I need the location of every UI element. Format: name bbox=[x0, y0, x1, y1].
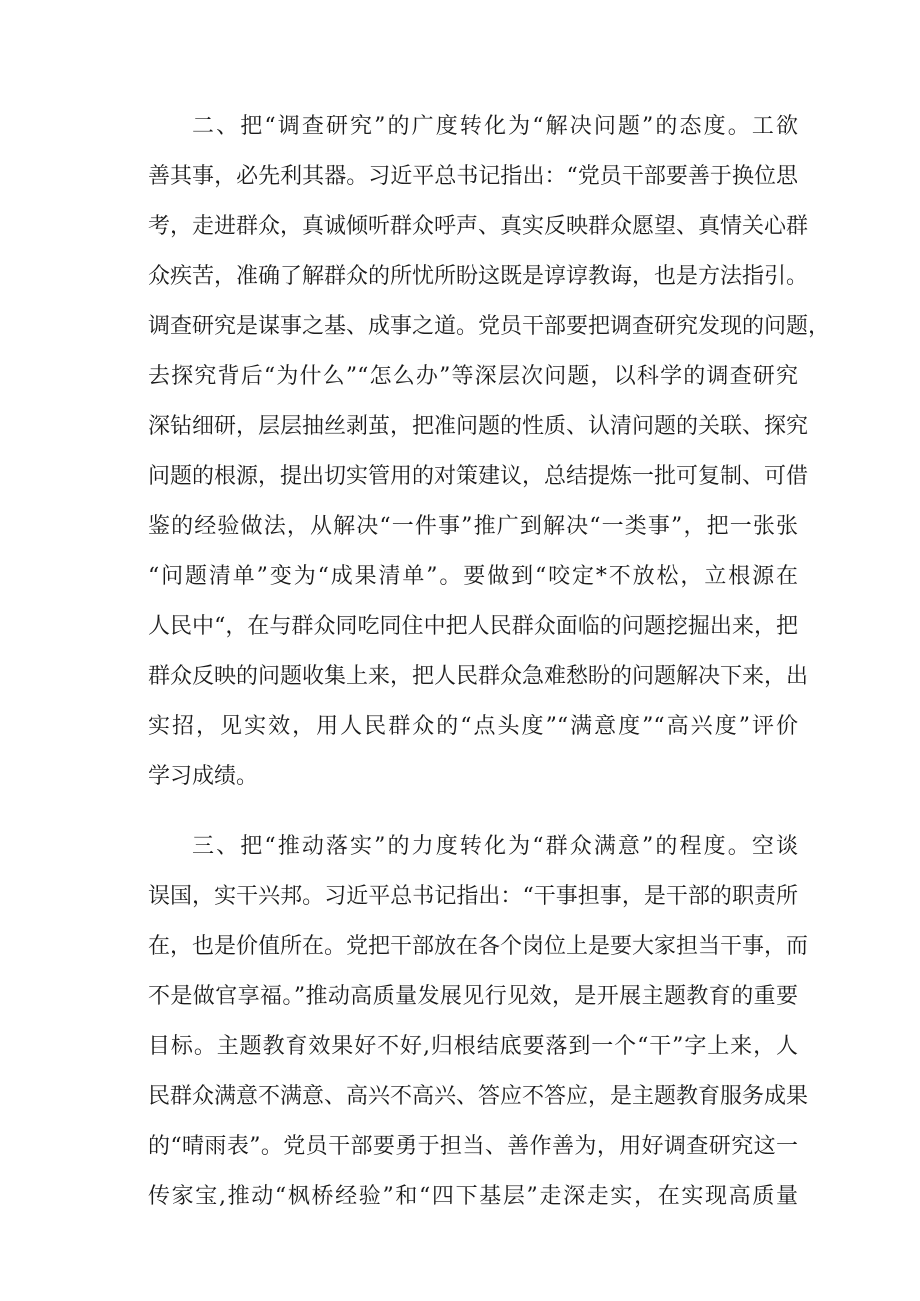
paragraph-line: 善其事，必先利其器。习近平总书记指出：“党员干部要善于换位思 bbox=[148, 164, 798, 189]
paragraph-line: 问题的根源，提出切实管用的对策建议，总结提炼一批可复制、可借 bbox=[148, 464, 809, 489]
paragraph-line: 的“晴雨表”。党员干部要勇于担当、善作善为，用好调查研究这一 bbox=[148, 1134, 798, 1159]
paragraph-line: 众疾苦，准确了解群众的所忧所盼这既是谆谆教诲，也是方法指引。 bbox=[148, 264, 809, 289]
paragraph-line: 考，走进群众，真诚倾听群众呼声、真实反映群众愿望、真情关心群 bbox=[148, 214, 809, 239]
paragraph-line: 误国，实干兴邦。习近平总书记指出：“干事担事，是干部的职责所 bbox=[148, 884, 798, 909]
paragraph-line: 在，也是价值所在。党把干部放在各个岗位上是要大家担当干事，而 bbox=[148, 934, 809, 959]
paragraph-line: 鉴的经验做法，从解决“一件事”推广到解决“一类事”，把一张张 bbox=[148, 514, 798, 539]
paragraph-line: 群众反映的问题收集上来，把人民群众急难愁盼的问题解决下来，出 bbox=[148, 664, 809, 689]
paragraph-line: 实招，见实效，用人民群众的“点头度”“满意度”“高兴度”评价 bbox=[148, 714, 798, 739]
paragraph-line: 去探究背后“为什么”“怎么办”等深层次问题，以科学的调查研究 bbox=[148, 364, 798, 389]
paragraph-line: 调查研究是谋事之基、成事之道。党员干部要把调查研究发现的问题， bbox=[148, 314, 831, 339]
paragraph-line: 深钻细研，层层抽丝剥茧，把准问题的性质、认清问题的关联、探究 bbox=[148, 414, 809, 439]
paragraph-line: 人民中“，在与群众同吃同住中把人民群众面临的问题挖掘出来，把 bbox=[148, 614, 798, 639]
paragraph-line: 不是做官享福。”推动高质量发展见行见效，是开展主题教育的重要 bbox=[148, 984, 798, 1009]
paragraph-line: 学习成绩。 bbox=[148, 764, 259, 789]
paragraph-line: 传家宝,推动“枫桥经验”和“四下基层”走深走实，在实现高质量 bbox=[148, 1184, 798, 1209]
paragraph-line: 民群众满意不满意、高兴不高兴、答应不答应，是主题教育服务成果 bbox=[148, 1084, 809, 1109]
paragraph-line: 目标。主题教育效果好不好,归根结底要落到一个“干”字上来，人 bbox=[148, 1034, 798, 1059]
paragraph-line: “问题清单”变为“成果清单”。要做到“咬定*不放松，立根源在 bbox=[148, 564, 798, 589]
paragraph-line: 二、把“调查研究”的广度转化为“解决问题”的态度。工欲 bbox=[192, 114, 798, 139]
paragraph-line: 三、把“推动落实”的力度转化为“群众满意”的程度。空谈 bbox=[192, 834, 798, 859]
